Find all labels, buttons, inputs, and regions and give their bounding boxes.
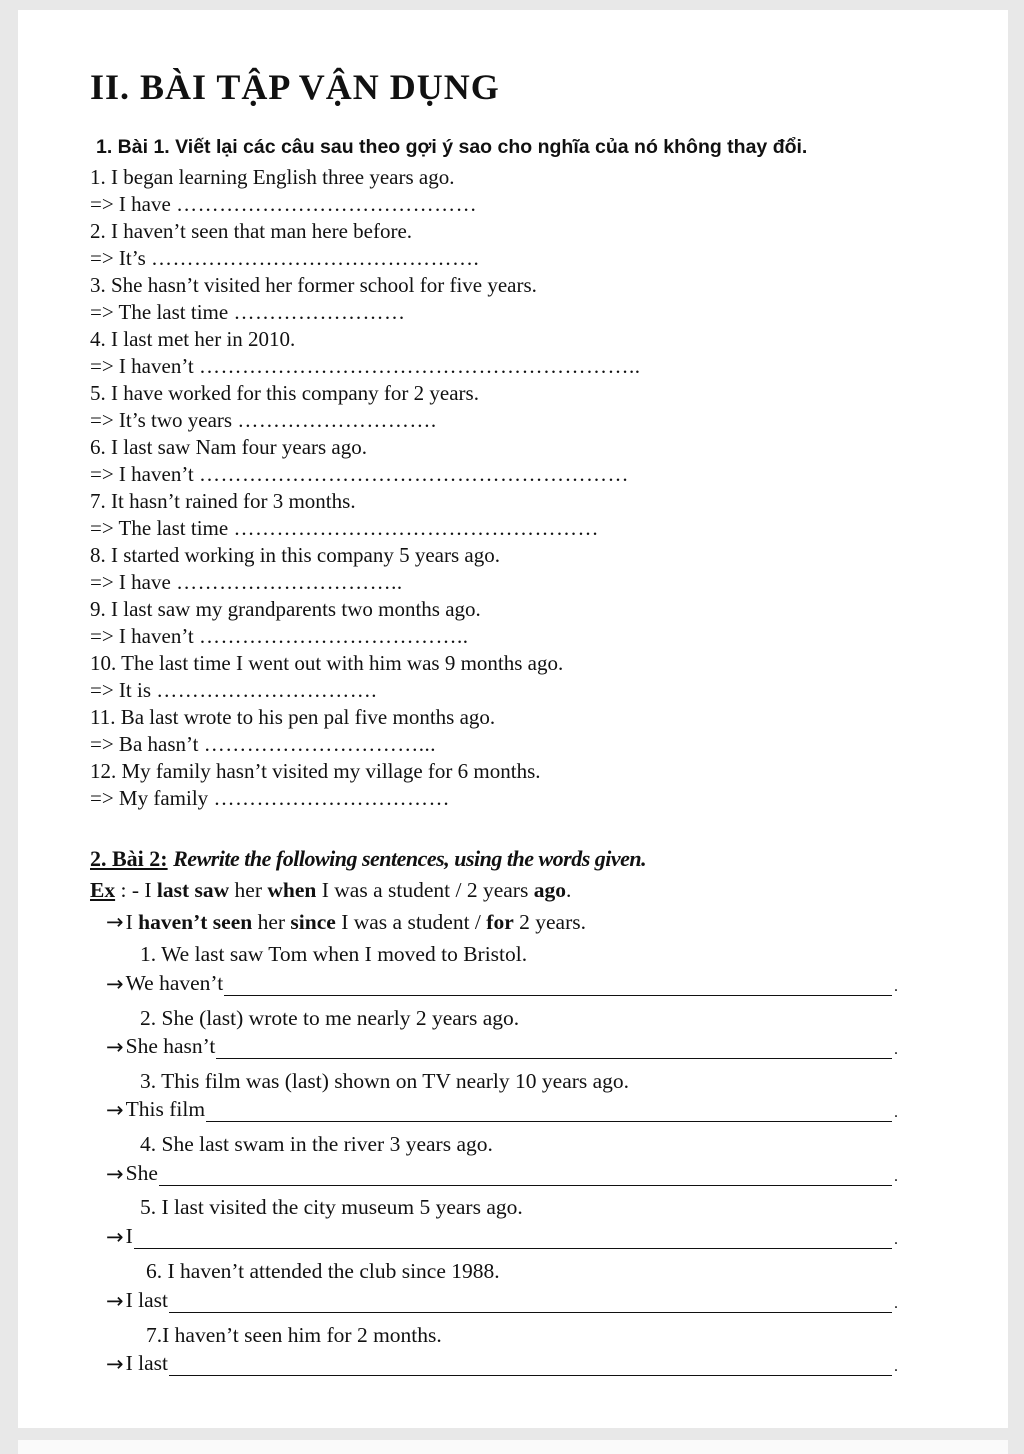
example-keyword: haven’t seen [138,910,253,934]
answer-blank: ………………………. [237,408,437,432]
question-line: 12. My family hasn’t visited my village for 6 months. [90,759,541,783]
question-line: 7. It hasn’t rained for 3 months. [90,489,356,513]
exercise2-answer-line [106,1348,898,1376]
answer-blank: …………………………………………… [233,516,599,540]
answer-prompt: I last [125,1351,169,1375]
question-line: 9. I last saw my grandparents two months ago. [90,597,481,621]
answer-prompt: => It’s [90,246,146,270]
question-line: 4. I last met her in 2010. [90,327,296,351]
answer-line [90,677,990,704]
example-text: : - I [115,878,157,902]
answer-prompt: We haven’t [125,971,224,995]
exercise2-heading [90,846,646,872]
answer-prompt: She hasn’t [125,1034,216,1058]
exercise2-answer-line [106,1158,898,1186]
example-text: I was a student / [335,910,487,934]
answer-line [90,407,990,434]
answer-line [90,569,990,596]
answer-prompt: => Ba hasn’t [90,732,199,756]
exercise2-instruction: Rewrite the following sentences, using the words given. [173,846,647,871]
end-mark: . [894,1104,898,1121]
answer-prompt: I [125,1224,133,1248]
answer-blank: …………………………………… [176,192,478,216]
answer-line [90,461,990,488]
example-text: I was a student / 2 years [316,878,534,902]
example-line [90,878,571,903]
answer-blank[interactable] [169,1353,892,1376]
answer-prompt: => My family [90,786,209,810]
answer-blank: …………………………… [213,786,450,810]
question-line: 3. She hasn’t visited her former school for five years. [90,273,537,297]
example-keyword: when [267,878,317,902]
answer-blank: …………………………. [156,678,378,702]
exercise2-label: 2. Bài 2: [90,846,168,871]
question-line: 6. I last saw Nam four years ago. [90,435,367,459]
example-text: . [565,878,572,902]
example-text: her [252,910,291,934]
answer-prompt: This film [125,1097,206,1121]
answer-blank: …………………… [233,300,406,324]
answer-blank[interactable] [159,1163,892,1186]
example-text: her [229,878,268,902]
end-mark: . [894,1231,898,1248]
question-line: 1. I began learning English three years ago. [90,165,455,189]
end-mark: . [894,1358,898,1375]
answer-prompt: => I haven’t [90,624,194,648]
answer-blank[interactable] [134,1226,892,1249]
question-line: 5. I have worked for this company for 2 years. [90,381,479,405]
example-keyword: last saw [156,878,230,902]
answer-line [90,731,990,758]
arrow-icon: → [106,1162,124,1186]
answer-line [90,785,990,812]
question-line: 11. Ba last wrote to his pen pal five months ago. [90,705,496,729]
arrow-icon: → [106,1035,124,1059]
example-answer-line [106,910,586,935]
page-title: II. BÀI TẬP VẬN DỤNG [90,67,500,107]
answer-prompt: => It is [90,678,152,702]
answer-blank: …………………………………………………….. [199,354,641,378]
answer-prompt: => I haven’t [90,462,194,486]
end-mark: . [894,978,898,995]
answer-blank[interactable] [216,1036,892,1059]
exercise2-question: 6. I haven’t attended the club since 1988. [146,1259,500,1283]
arrow-icon: → [106,1289,124,1313]
answer-line [90,191,990,218]
exercise2-answer-line [106,1221,898,1249]
answer-prompt: => It’s two years [90,408,233,432]
answer-blank: ………………………….. [176,570,403,594]
arrow-icon: → [106,972,124,996]
answer-line [90,299,990,326]
answer-blank: …………………………... [203,732,436,756]
answer-blank: …………………………………………………… [199,462,630,486]
exercise1-list [90,164,990,812]
answer-blank[interactable] [169,1290,892,1313]
example-keyword: for [486,910,514,934]
answer-line [90,515,990,542]
arrow-icon: → [106,1225,124,1249]
question-line: 2. I haven’t seen that man here before. [90,219,413,243]
end-mark: . [894,1168,898,1185]
answer-blank: ………………………………………. [151,246,480,270]
answer-prompt: => The last time [90,516,229,540]
exercise2-question: 5. I last visited the city museum 5 years ago. [140,1195,523,1219]
exercise2-answer-line [106,1285,898,1313]
worksheet-page [18,10,1008,1428]
answer-blank[interactable] [224,973,892,996]
question-line: 10. The last time I went out with him was 9 months ago. [90,651,564,675]
arrow-icon: → [106,1352,124,1376]
example-text: 2 years. [513,910,586,934]
answer-prompt: => I haven’t [90,354,194,378]
arrow-icon: → [106,1098,124,1122]
answer-line [90,353,990,380]
exercise2-question: 7.I haven’t seen him for 2 months. [146,1323,442,1347]
example-keyword: since [290,910,336,934]
exercise1-heading: 1. Bài 1. Viết lại các câu sau theo gợi ý sao cho nghĩa của nó không thay đổi. [96,136,808,158]
exercise2-answer-line [106,968,898,996]
question-line: 8. I started working in this company 5 years ago. [90,543,500,567]
answer-prompt: => I have [90,192,171,216]
example-label: Ex [90,878,116,902]
arrow-icon: → [106,910,124,934]
answer-prompt: I last [125,1288,169,1312]
example-keyword: ago [533,878,566,902]
end-mark: . [894,1041,898,1058]
exercise2-answer-line [106,1031,898,1059]
exercise2-question: 1. We last saw Tom when I moved to Bristol. [140,942,528,966]
exercise2-question: 4. She last swam in the river 3 years ago. [140,1132,493,1156]
example-text: I [125,910,139,934]
exercise2-question: 2. She (last) wrote to me nearly 2 years ago. [140,1006,520,1030]
exercise2-answer-line [106,1094,898,1122]
answer-blank[interactable] [206,1099,892,1122]
answer-prompt: She [125,1161,158,1185]
answer-prompt: => I have [90,570,171,594]
answer-line [90,623,990,650]
answer-prompt: => The last time [90,300,229,324]
exercise2-question: 3. This film was (last) shown on TV nearly 10 years ago. [140,1069,630,1093]
end-mark: . [894,1295,898,1312]
next-page-edge [18,1440,1008,1454]
answer-blank: ……………………………….. [199,624,469,648]
answer-line [90,245,990,272]
